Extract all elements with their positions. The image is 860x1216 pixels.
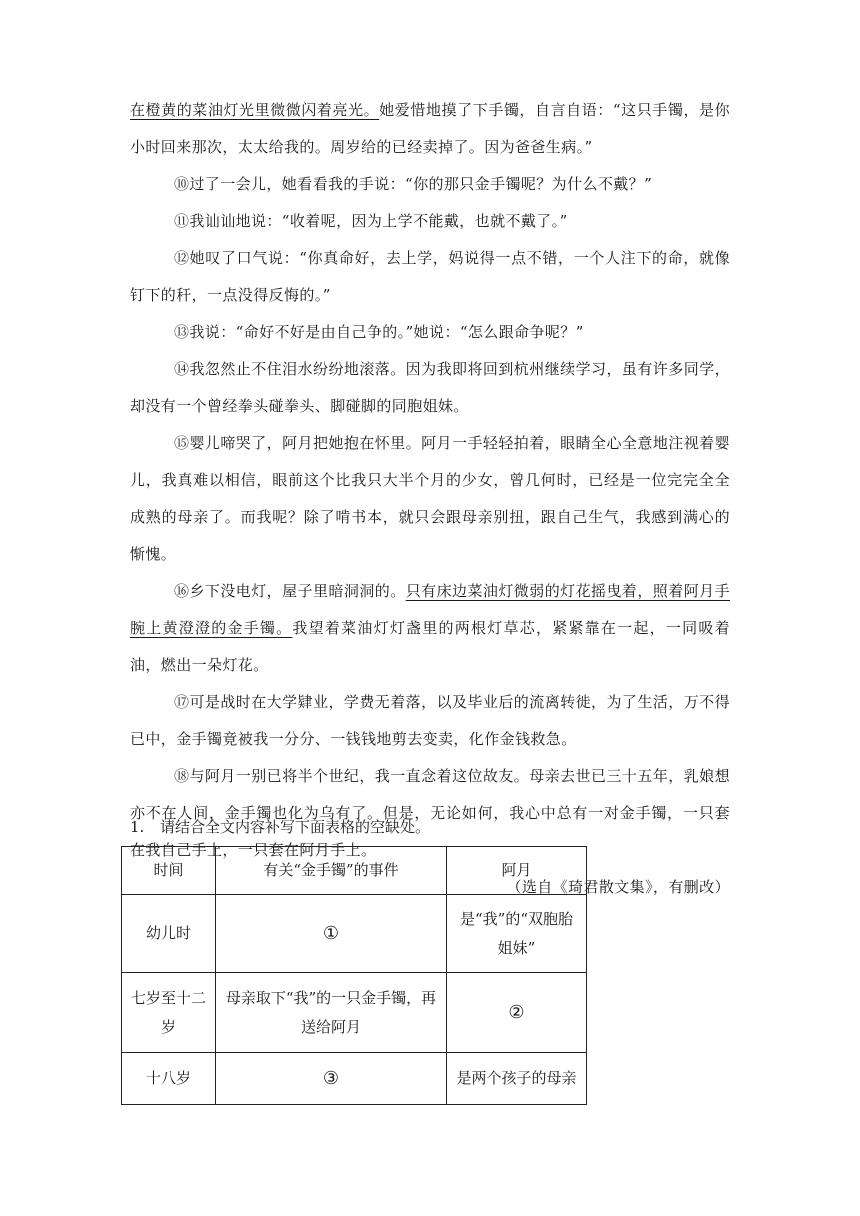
table-row xyxy=(122,1053,587,1105)
article-paragraph xyxy=(130,351,730,425)
table-row xyxy=(122,895,587,973)
header-time: 时间 xyxy=(122,847,216,895)
article-paragraph xyxy=(130,240,730,314)
header-event: 有关“金手镯”的事件 xyxy=(216,847,447,895)
question-text: 请结合全文内容补写下面表格的空缺处。 xyxy=(160,818,431,836)
blank-cell-2: ② xyxy=(447,973,587,1053)
blank-cell-1: ① xyxy=(216,895,447,973)
table-header-row xyxy=(122,847,587,895)
question-1 xyxy=(130,813,430,841)
question-number: 1. xyxy=(130,818,145,836)
article-paragraph xyxy=(130,425,730,573)
paragraph-text: ⑭我忽然止不住泪水纷纷地滚落。因为我即将回到杭州继续学习，虽有许多同学，却没有一个曾经拳头碰拳头、脚碰脚的同胞姐妹。 xyxy=(130,360,730,415)
cell-event: 母亲取下“我”的一只金手镯，再送给阿月 xyxy=(216,973,447,1053)
table-row xyxy=(122,973,587,1053)
article-body xyxy=(130,92,730,906)
paragraph-text: ⑩过了一会儿，她看看我的手说：“你的那只金手镯呢？为什么不戴？” xyxy=(174,175,653,193)
cell-time: 七岁至十二岁 xyxy=(122,973,216,1053)
paragraph-text: ⑬我说：“命好不好是由自己争的。”她说：“怎么跟命争呢？” xyxy=(174,323,584,341)
article-paragraph xyxy=(130,573,730,684)
paragraph-text: ⑱与阿月一别已将半个世纪，我一直念着这位故友。母亲去世已三十五年，乳娘想亦不在人间，金手镯也化为乌有了。但是，无论如何，我心中总有一对金手镯，一只套在我自己手上，一只套在阿月手上。 xyxy=(130,767,730,859)
blank-cell-3: ③ xyxy=(216,1053,447,1105)
article-paragraph xyxy=(130,92,730,166)
underlined-sentence: 只有床边菜油灯微弱的灯花摇曳着，照着阿月手腕上黄澄澄的金手镯。 xyxy=(130,582,730,637)
cell-time: 十八岁 xyxy=(122,1053,216,1105)
cell-time: 幼儿时 xyxy=(122,895,216,973)
underlined-sentence: 在橙黄的菜油灯光里微微闪着亮光。 xyxy=(130,101,380,119)
article-paragraph xyxy=(130,314,730,351)
answer-table xyxy=(121,846,587,1105)
paragraph-text: 我望着菜油灯灯盏里的两根灯草芯，紧紧靠在一起，一同吸着油，燃出一朵灯花。 xyxy=(130,619,730,674)
header-ayue: 阿月 xyxy=(447,847,587,895)
paragraph-text: 她爱惜地摸了下手镯，自言自语：“这只手镯，是你小时回来那次，太太给我的。周岁给的已经卖掉了。因为爸爸生病。” xyxy=(130,101,730,156)
paragraph-text: ⑮婴儿啼哭了，阿月把她抱在怀里。阿月一手轻轻拍着，眼睛全心全意地注视着婴儿，我真难以相信，眼前这个比我只大半个月的少女，曾几何时，已经是一位完完全全成熟的母亲了。而我呢？除了啃书本，就只会跟母亲别扭，跟自己生气，我感到满心的惭愧。 xyxy=(130,434,730,563)
paragraph-text: ⑫她叹了口气说：“你真命好，去上学，妈说得一点不错，一个人注下的命，就像钉下的秆，一点没得反悔的。” xyxy=(130,249,730,304)
paragraph-text: ⑰可是战时在大学肄业，学费无着落，以及毕业后的流离转徙，为了生活，万不得已中，金手镯竟被我一分分、一钱钱地剪去变卖，化作金钱救急。 xyxy=(130,693,730,748)
article-paragraph xyxy=(130,166,730,203)
paragraph-text: ⑯乡下没电灯，屋子里暗洞洞的。 xyxy=(174,582,406,600)
paragraph-list xyxy=(130,92,730,869)
article-paragraph xyxy=(130,684,730,758)
source-citation: （选自《琦君散文集》，有删改） xyxy=(506,878,730,896)
paragraph-text: ⑪我讪讪地说：“收着呢，因为上学不能戴，也就不戴了。” xyxy=(174,212,568,230)
cell-ayue: 是两个孩子的母亲 xyxy=(447,1053,587,1105)
cell-ayue: 是“我”的“双胞胎姐妹” xyxy=(447,895,587,973)
article-paragraph xyxy=(130,203,730,240)
